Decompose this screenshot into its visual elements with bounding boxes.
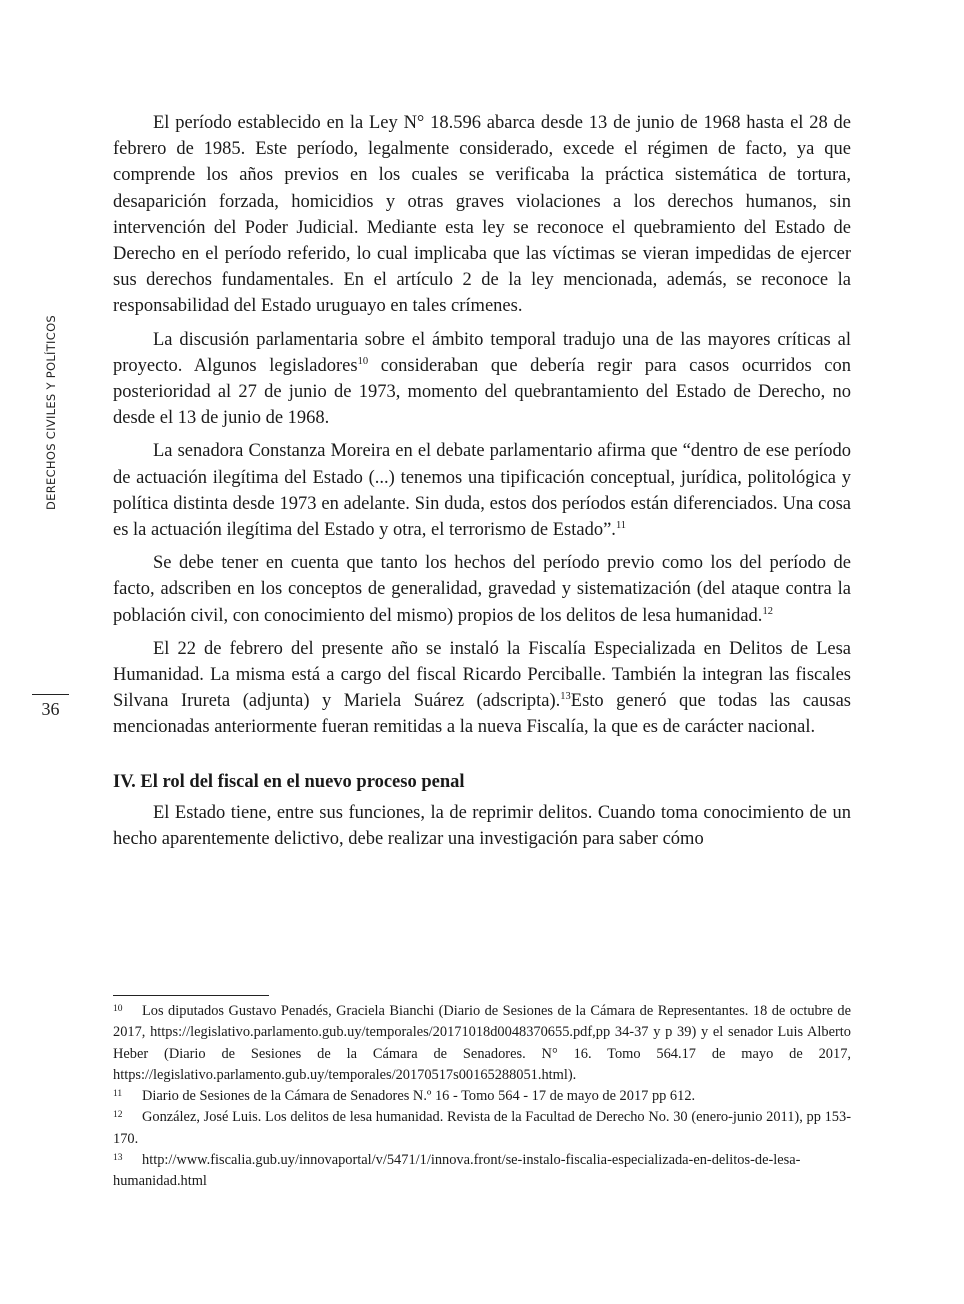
footnote-number: 12 (113, 1110, 123, 1121)
paragraph-text: Se debe tener en cuenta que tanto los hechos del período previo como los del período de facto, adscriben en los conceptos de generalidad, gravedad y sistematización (del ataque contra la población civil, con conocimiento del mismo) propios de los delitos de lesa humanidad. (113, 553, 851, 626)
paragraph-text: El Estado tiene, entre sus funciones, la de reprimir delitos. Cuando toma conocimiento de un hecho aparentemente delictivo, debe realizar una investigación para saber cómo (113, 802, 851, 850)
page-number-rule (32, 694, 69, 695)
footnote-text: González, José Luis. Los delitos de lesa humanidad. Revista de la Facultad de Derecho No. 30 (enero-junio 2011), pp 153-170. (113, 1109, 851, 1147)
running-section-title: DERECHOS CIVILES Y POLÍTICOS (44, 314, 58, 510)
footnote-text: Los diputados Gustavo Penadés, Graciela Bianchi (Diario de Sesiones de la Cámara de Representantes. 18 de octubre de 2017, https://legislativo.parlamento.gub.uy/temporales/20171018d0048370655.pdf,pp 34-37 y p 39) y el senador Luis Alberto Heber (Diario de Sesiones de la Cámara de Senadores. N° 16. Tomo 564.17 de mayo de 2017, https://legislativo.parlamento.gub.uy/temporales/20170517s00165288051.html). (113, 1003, 851, 1083)
body-text (113, 110, 851, 859)
footnote-ref[interactable]: 13 (560, 691, 571, 703)
footnote-ref[interactable]: 12 (762, 605, 773, 617)
paragraph-text: La senadora Constanza Moreira en el debate parlamentario afirma que “dentro de ese período de actuación ilegítima del Estado (...) tenemos una tipificación conceptual, jurídica, politológica y política distinta desde 1973 en adelante. Sin duda, estos dos períodos están diferenciados. Una cosa es la actuación ilegítima del Estado y otra, el terrorismo de Estado”. (113, 441, 851, 541)
footnote-number: 13 (113, 1153, 123, 1164)
page-number: 36 (41, 699, 60, 719)
footnote (113, 1086, 851, 1107)
footnotes (113, 1001, 851, 1193)
footnote-number: 10 (113, 1004, 123, 1014)
footnote (113, 1107, 851, 1150)
paragraph (113, 636, 851, 741)
footnote-number: 11 (113, 1089, 123, 1100)
paragraph (113, 327, 851, 432)
footnote-ref[interactable]: 10 (357, 355, 369, 367)
paragraph-text: El período establecido en la Ley N° 18.596 abarca desde 13 de junio de 1968 hasta el 28 de febrero de 1985. Este período, legalmente considerado, excede el régimen de facto, ya que comprende los años previos en los cuales se verificaba la práctica sistemática de tortura, desaparición forzada, homicidios y otras graves violaciones a los derechos humanos, sin intervención del Poder Judicial. Mediante esta ley se reconoce el quebramiento del Estado de Derecho en el período referido, lo cual implicaba que las víctimas se vieran impedidas de ejercer sus derechos fundamentales. En el artículo 2 de la ley mencionada, además, se reconoce la responsabilidad del Estado uruguayo en tales crímenes. (113, 113, 851, 317)
paragraph (113, 110, 851, 320)
footnote-text: Diario de Sesiones de la Cámara de Senadores N.º 16 - Tomo 564 - 17 de mayo de 2017 pp 612. (142, 1088, 696, 1105)
paragraph-text: La discusión parlamentaria sobre el ámbito temporal tradujo una de las mayores críticas al proyecto. Algunos legisladores (113, 329, 851, 376)
footnote-link[interactable]: http://www.fiscalia.gub.uy/innovaportal/v/5471/1/innova.front/se-instalo-fiscalia-especializada-en-delitos-de-lesa-humanidad.html (113, 1152, 801, 1190)
paragraph (113, 800, 851, 852)
section-heading: IV. El rol del fiscal en el nuevo proceso penal (113, 771, 465, 792)
paragraph-text: Esto generó que todas las causas mencionadas anteriormente fueran remitidas a la nueva Fiscalía, la que es de carácter nacional. (113, 691, 851, 738)
footnote-ref[interactable]: 11 (615, 519, 627, 531)
paragraph (113, 550, 851, 629)
footnote (113, 1001, 851, 1086)
paragraph-text: consideraban que debería regir para casos ocurridos con posterioridad al 27 de junio de 1973, momento del quebrantamiento del Estado de Derecho, no desde el 13 de junio de 1968. (113, 355, 852, 429)
footnote (113, 1150, 851, 1193)
paragraph-text: El 22 de febrero del presente año se instaló la Fiscalía Especializada en Delitos de Lesa Humanidad. La misma está a cargo del fiscal Ricardo Perciballe. También la integran las fiscales Silvana Irureta (adjunta) y Mariela Suárez (adscripta). (113, 638, 851, 712)
footnote-separator (113, 995, 269, 996)
paragraph (113, 438, 851, 543)
